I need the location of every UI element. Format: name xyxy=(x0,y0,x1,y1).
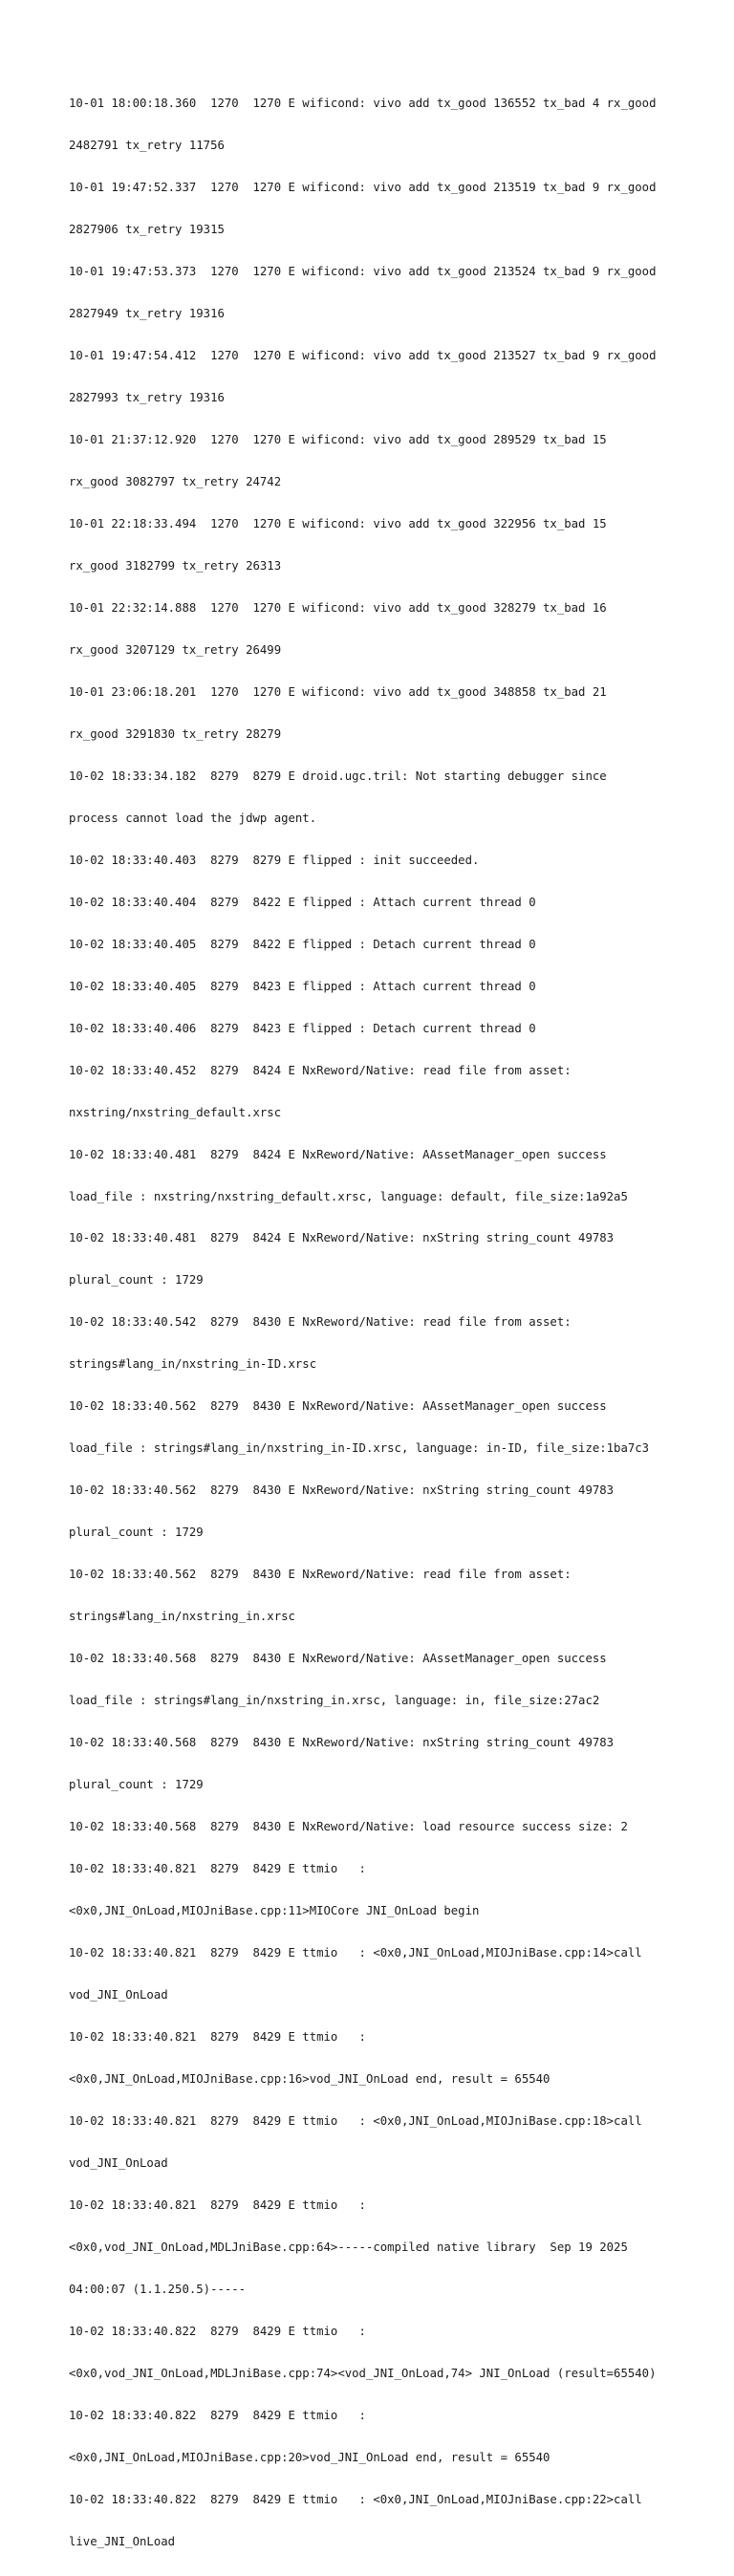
log-line: 10-02 18:33:40.403 8279 8279 E flipped : init succeeded. xyxy=(69,853,480,867)
log-line: load_file : strings#lang_in/nxstring_in-ID.xrsc, language: in-ID, file_size:1ba7c3 xyxy=(69,1441,650,1456)
log-line: load_file : nxstring/nxstring_default.xrsc, language: default, file_size:1a92a5 xyxy=(69,1189,628,1203)
log-line: 10-02 18:33:40.822 8279 8429 E ttmio : xyxy=(69,2324,366,2338)
log-line: <0x0,JNI_OnLoad,MIOJniBase.cpp:16>vod_JNI_OnLoad end, result = 65540 xyxy=(69,2071,550,2086)
log-line: 10-02 18:33:40.404 8279 8422 E flipped : Attach current thread 0 xyxy=(69,895,536,909)
log-line: 10-01 19:47:52.337 1270 1270 E wificond: vivo add tx_good 213519 tx_bad 9 rx_good xyxy=(69,181,657,195)
log-line: 10-02 18:33:40.568 8279 8430 E NxReword/Native: AAssetManager_open success xyxy=(69,1652,607,1666)
log-line: 10-02 18:33:40.821 8279 8429 E ttmio : <0x0,JNI_OnLoad,MIOJniBase.cpp:18>call xyxy=(69,2113,642,2128)
log-line: 10-02 18:33:40.406 8279 8423 E flipped : Detach current thread 0 xyxy=(69,1021,536,1035)
log-line: 2827993 tx_retry 19316 xyxy=(69,391,225,405)
log-line: 10-01 21:37:12.920 1270 1270 E wificond: vivo add tx_good 289529 tx_bad 15 xyxy=(69,433,607,447)
log-line: vod_JNI_OnLoad xyxy=(69,2155,168,2170)
log-line: nxstring/nxstring_default.xrsc xyxy=(69,1105,282,1119)
log-line: vod_JNI_OnLoad xyxy=(69,1987,168,2002)
log-line: 10-02 18:33:40.822 8279 8429 E ttmio : xyxy=(69,2408,366,2422)
log-line: rx_good 3082797 tx_retry 24742 xyxy=(69,475,282,489)
log-line: 10-02 18:33:40.562 8279 8430 E NxReword/Native: nxString string_count 49783 xyxy=(69,1483,615,1498)
log-line: 10-02 18:33:40.562 8279 8430 E NxReword/Native: AAssetManager_open success xyxy=(69,1399,607,1414)
log-line: 10-02 18:33:40.568 8279 8430 E NxReword/Native: load resource success size: 2 xyxy=(69,1820,628,1834)
log-line: rx_good 3291830 tx_retry 28279 xyxy=(69,726,282,741)
log-line: 10-02 18:33:40.405 8279 8423 E flipped : Attach current thread 0 xyxy=(69,979,536,993)
log-line: live_JNI_OnLoad xyxy=(69,2534,176,2548)
log-line: rx_good 3182799 tx_retry 26313 xyxy=(69,558,282,573)
log-line: 10-02 18:33:40.822 8279 8429 E ttmio : <0x0,JNI_OnLoad,MIOJniBase.cpp:22>call xyxy=(69,2492,642,2506)
log-line: 10-01 23:06:18.201 1270 1270 E wificond: vivo add tx_good 348858 tx_bad 21 xyxy=(69,684,607,699)
log-line: 10-02 18:33:40.481 8279 8424 E NxReword/Native: AAssetManager_open success xyxy=(69,1147,607,1161)
log-line: 10-01 22:18:33.494 1270 1270 E wificond: vivo add tx_good 322956 tx_bad 15 xyxy=(69,517,607,530)
log-line: 04:00:07 (1.1.250.5)----- xyxy=(69,2282,247,2296)
log-line: 10-02 18:33:34.182 8279 8279 E droid.ugc.tril: Not starting debugger since xyxy=(69,768,607,783)
log-line: 10-01 18:00:18.360 1270 1270 E wificond: vivo add tx_good 136552 tx_bad 4 rx_good xyxy=(69,97,657,111)
log-line: 10-02 18:33:40.405 8279 8422 E flipped : Detach current thread 0 xyxy=(69,937,536,951)
log-line: 10-02 18:33:40.568 8279 8430 E NxReword/Native: nxString string_count 49783 xyxy=(69,1736,615,1750)
log-line: <0x0,vod_JNI_OnLoad,MDLJniBase.cpp:64>-----compiled native library Sep 19 2025 xyxy=(69,2240,628,2254)
log-line: 10-01 19:47:54.412 1270 1270 E wificond: vivo add tx_good 213527 tx_bad 9 rx_good xyxy=(69,349,657,363)
log-line: 10-02 18:33:40.821 8279 8429 E ttmio : xyxy=(69,2197,366,2212)
log-line: 10-02 18:33:40.542 8279 8430 E NxReword/Native: read file from asset: xyxy=(69,1315,572,1330)
log-line: 10-02 18:33:40.821 8279 8429 E ttmio : xyxy=(69,1862,366,1875)
log-line: <0x0,JNI_OnLoad,MIOJniBase.cpp:11>MIOCore JNI_OnLoad begin xyxy=(69,1903,480,1917)
log-line: plural_count : 1729 xyxy=(69,1778,204,1792)
log-line: strings#lang_in/nxstring_in-ID.xrsc xyxy=(69,1357,317,1372)
log-line: 10-02 18:33:40.821 8279 8429 E ttmio : <0x0,JNI_OnLoad,MIOJniBase.cpp:14>call xyxy=(69,1945,642,1959)
log-line: 2482791 tx_retry 11756 xyxy=(69,139,225,153)
log-line: 10-01 22:32:14.888 1270 1270 E wificond: vivo add tx_good 328279 tx_bad 16 xyxy=(69,600,607,615)
log-line: strings#lang_in/nxstring_in.xrsc xyxy=(69,1610,295,1624)
log-line: 10-02 18:33:40.821 8279 8429 E ttmio : xyxy=(69,2029,366,2044)
log-line: 2827906 tx_retry 19315 xyxy=(69,223,225,237)
log-line: <0x0,JNI_OnLoad,MIOJniBase.cpp:20>vod_JNI_OnLoad end, result = 65540 xyxy=(69,2450,550,2464)
log-line: 10-01 19:47:53.373 1270 1270 E wificond: vivo add tx_good 213524 tx_bad 9 rx_good xyxy=(69,265,657,279)
log-line: 10-02 18:33:40.562 8279 8430 E NxReword/Native: read file from asset: xyxy=(69,1568,572,1582)
log-text-block xyxy=(69,69,680,2576)
log-line: load_file : strings#lang_in/nxstring_in.xrsc, language: in, file_size:27ac2 xyxy=(69,1694,600,1708)
log-line: rx_good 3207129 tx_retry 26499 xyxy=(69,642,282,657)
log-line: plural_count : 1729 xyxy=(69,1273,204,1288)
log-line: 10-02 18:33:40.481 8279 8424 E NxReword/Native: nxString string_count 49783 xyxy=(69,1231,615,1245)
log-line: 10-02 18:33:40.452 8279 8424 E NxReword/Native: read file from asset: xyxy=(69,1063,572,1077)
log-line: 2827949 tx_retry 19316 xyxy=(69,307,225,321)
log-line: plural_count : 1729 xyxy=(69,1526,204,1540)
log-line: process cannot load the jdwp agent. xyxy=(69,811,317,825)
log-line: <0x0,vod_JNI_OnLoad,MDLJniBase.cpp:74><vod_JNI_OnLoad,74> JNI_OnLoad (result=65540) xyxy=(69,2366,657,2380)
